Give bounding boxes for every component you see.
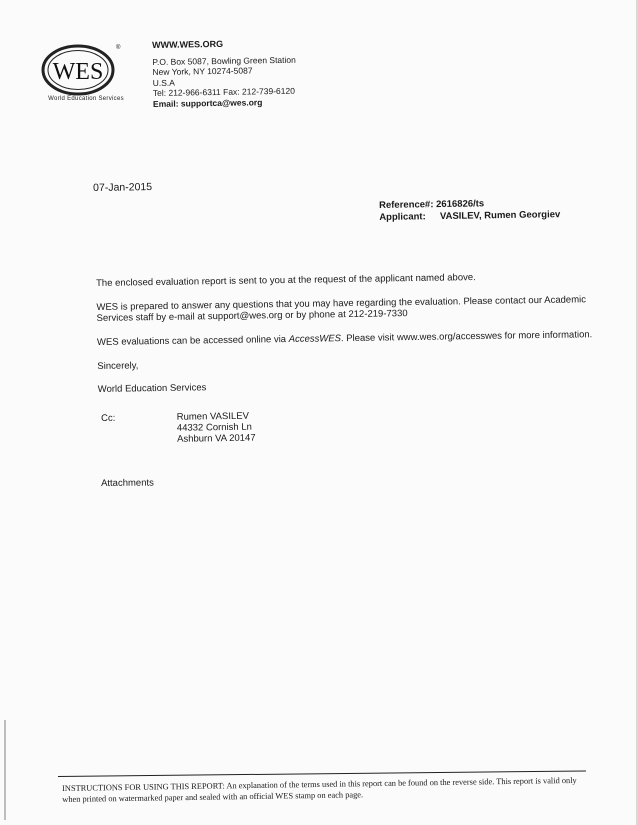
paragraph-3-post: . Please visit www.wes.org/accesswes for more information.	[340, 329, 593, 345]
tel-fax: Tel: 212-966-6311 Fax: 212-739-6120	[152, 85, 295, 98]
letter-date: 07-Jan-2015	[93, 181, 153, 194]
reference-block	[379, 197, 560, 224]
website[interactable]: WWW.WES.ORG	[152, 38, 224, 50]
cc-block	[101, 411, 256, 446]
footer-instructions: INSTRUCTIONS FOR USING THIS REPORT: An explanation of the terms used in this report can be found on the reverse side. This report is valid only when printed on watermarked paper and sealed with an official WES stamp on each page.	[62, 775, 577, 804]
closing: Sincerely,	[97, 360, 139, 372]
reference-value: 2616826/ts	[436, 198, 485, 211]
address-line: P.O. Box 5087, Bowling Green Station	[152, 54, 296, 67]
logo-tagline: World Education Services	[48, 96, 124, 102]
cc-address	[177, 411, 256, 445]
letterhead-address	[152, 38, 297, 109]
scan-edge-left	[4, 720, 6, 820]
address-line: New York, NY 10274-5087	[152, 65, 253, 77]
signature: World Education Services	[97, 382, 207, 395]
address-line: U.S.A	[152, 77, 175, 88]
paragraph-3-pre: WES evaluations can be accessed online via	[96, 333, 289, 348]
logo-mark-text: WES	[52, 59, 104, 85]
reference-label: Reference#:	[379, 199, 434, 211]
wes-logo	[40, 40, 124, 104]
letter-body	[96, 270, 598, 408]
paragraph-2: WES is prepared to answer any questions that you may have regarding the evaluation. Please contact our Academic Services staff by e-mail at support@wes.org or by phone at 212-219-7330	[96, 294, 587, 324]
cc-line: Ashburn VA 20147	[176, 432, 256, 445]
cc-line: Rumen VASILEV	[176, 410, 249, 423]
cc-label: Cc:	[101, 412, 116, 424]
applicant-row	[379, 209, 560, 224]
accesswes-link: AccessWES	[288, 333, 342, 345]
applicant-label: Applicant:	[379, 211, 426, 223]
email[interactable]: Email: supportca@wes.org	[152, 96, 263, 109]
paragraph-1: The enclosed evaluation report is sent to you at the request of the applicant named above.	[96, 272, 476, 289]
attachments-label: Attachments	[101, 477, 154, 489]
applicant-value: VASILEV, Rumen Georgiev	[439, 209, 561, 223]
cc-line: 44332 Cornish Ln	[176, 421, 252, 434]
paragraph-3	[97, 329, 597, 348]
registered-mark: ®	[116, 45, 121, 51]
